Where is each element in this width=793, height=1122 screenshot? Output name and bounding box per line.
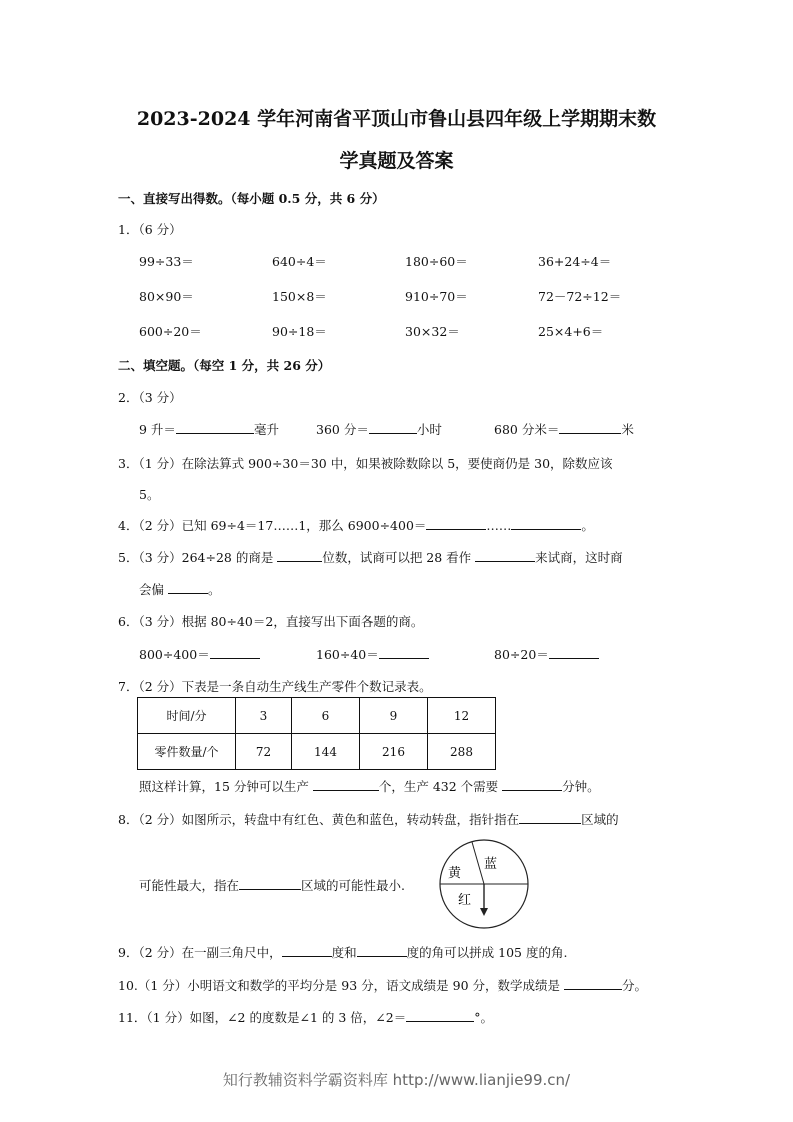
answer-blank[interactable] xyxy=(282,944,332,957)
q5-line2: 会偏 。 xyxy=(139,582,221,597)
q1-label: 1．（6 分） xyxy=(118,222,182,237)
q8-line2: 可能性最大，指在 区域的可能性最小. xyxy=(139,878,405,893)
answer-blank[interactable] xyxy=(519,811,581,824)
document-title-line1: 2023-2024 学年河南省平顶山市鲁山县四年级上学期期末数 xyxy=(136,108,657,130)
production-record-table xyxy=(137,697,496,770)
q5-line1: 5．（3 分）264÷28 的商是 位数，试商可以把 28 看作 来试商，这时商 xyxy=(118,550,623,565)
answer-blank[interactable] xyxy=(559,421,621,434)
table-row xyxy=(138,698,496,734)
answer-blank[interactable] xyxy=(176,421,254,434)
spinner-divider xyxy=(472,842,484,884)
spinner-label-red: 红 xyxy=(458,893,472,908)
spinner-diagram xyxy=(438,838,530,930)
answer-blank[interactable] xyxy=(564,977,622,990)
q1-item: 30×32＝ xyxy=(405,324,460,339)
pointer-arrowhead xyxy=(480,908,488,916)
answer-blank[interactable] xyxy=(511,517,581,530)
q6-item-b: 160÷40＝ xyxy=(316,645,429,663)
q10-line: 10.（1 分）小明语文和数学的平均分是 93 分，语文成绩是 90 分，数学成绩是 分。 xyxy=(118,978,648,993)
table-header-cell: 时间/分 xyxy=(138,698,236,734)
answer-blank[interactable] xyxy=(475,549,535,562)
section2-header: 二、填空题。（每空 1 分，共 26 分） xyxy=(118,358,331,373)
q1-item: 180÷60＝ xyxy=(405,254,468,269)
q1-item: 910÷70＝ xyxy=(405,289,468,304)
answer-blank[interactable] xyxy=(210,646,260,659)
answer-blank[interactable] xyxy=(277,549,322,562)
q1-item: 72－72÷12＝ xyxy=(538,289,622,304)
q11-line: 11．（1 分）如图，∠2 的度数是∠1 的 3 倍，∠2＝ °。 xyxy=(118,1010,493,1025)
q2-item-b: 360 分＝ 小时 xyxy=(316,422,442,437)
document-title-line2: 学真题及答案 xyxy=(339,150,454,172)
table-cell: 9 xyxy=(360,698,428,734)
q7-followup: 照这样计算，15 分钟可以生产 个，生产 432 个需要 分钟。 xyxy=(139,779,600,794)
answer-blank[interactable] xyxy=(239,877,301,890)
answer-blank[interactable] xyxy=(502,778,562,791)
table-cell: 72 xyxy=(236,734,292,770)
answer-blank[interactable] xyxy=(369,421,417,434)
q8-line1: 8．（2 分）如图所示，转盘中有红色、黄色和蓝色，转动转盘，指针指在 区域的 xyxy=(118,812,619,827)
spinner-label-yellow: 黄 xyxy=(448,866,462,881)
q1-item: 36+24÷4＝ xyxy=(538,254,612,269)
table-header-cell: 零件数量/个 xyxy=(138,734,236,770)
answer-blank[interactable] xyxy=(168,581,208,594)
answer-blank[interactable] xyxy=(426,517,486,530)
q1-item: 99÷33＝ xyxy=(139,254,194,269)
table-cell: 6 xyxy=(292,698,360,734)
q9-line: 9．（2 分）在一副三角尺中， 度和 度的角可以拼成 105 度的角. xyxy=(118,945,568,960)
q1-item: 640÷4＝ xyxy=(272,254,327,269)
q2-item-c: 680 分米＝ 米 xyxy=(494,422,634,437)
footer-watermark: 知行教辅资料学霸资料库 http://www.lianjie99.cn/ xyxy=(222,1071,571,1089)
q1-item: 90÷18＝ xyxy=(272,324,327,339)
answer-blank[interactable] xyxy=(357,944,407,957)
q6-item-a: 800÷400＝ xyxy=(139,645,260,663)
answer-blank[interactable] xyxy=(549,646,599,659)
answer-blank[interactable] xyxy=(379,646,429,659)
q3-line1: 3．（1 分）在除法算式 900÷30＝30 中，如果被除数除以 5，要使商仍是 30，除数应该 xyxy=(118,456,613,471)
q1-item: 80×90＝ xyxy=(139,289,194,304)
section1-header: 一、直接写出得数。（每小题 0.5 分，共 6 分） xyxy=(118,191,385,206)
q4-line: 4．（2 分）已知 69÷4＝17……1，那么 6900÷400＝ …… 。 xyxy=(118,518,594,533)
table-cell: 3 xyxy=(236,698,292,734)
table-cell: 12 xyxy=(428,698,496,734)
q2-label: 2．（3 分） xyxy=(118,390,182,405)
spinner-label-blue: 蓝 xyxy=(484,857,498,872)
answer-blank[interactable] xyxy=(406,1009,474,1022)
q1-item: 25×4+6＝ xyxy=(538,324,604,339)
table-row xyxy=(138,734,496,770)
q7-label: 7．（2 分）下表是一条自动生产线生产零件个数记录表。 xyxy=(118,679,432,694)
table-cell: 144 xyxy=(292,734,360,770)
answer-blank[interactable] xyxy=(313,778,379,791)
q2-item-a: 9 升＝ 毫升 xyxy=(139,422,279,437)
q6-item-c: 80÷20＝ xyxy=(494,645,599,663)
table-cell: 288 xyxy=(428,734,496,770)
q6-label: 6．（3 分）根据 80÷40＝2，直接写出下面各题的商。 xyxy=(118,614,424,629)
q3-line2: 5。 xyxy=(139,487,160,502)
table-cell: 216 xyxy=(360,734,428,770)
q1-item: 600÷20＝ xyxy=(139,324,202,339)
q1-item: 150×8＝ xyxy=(272,289,327,304)
